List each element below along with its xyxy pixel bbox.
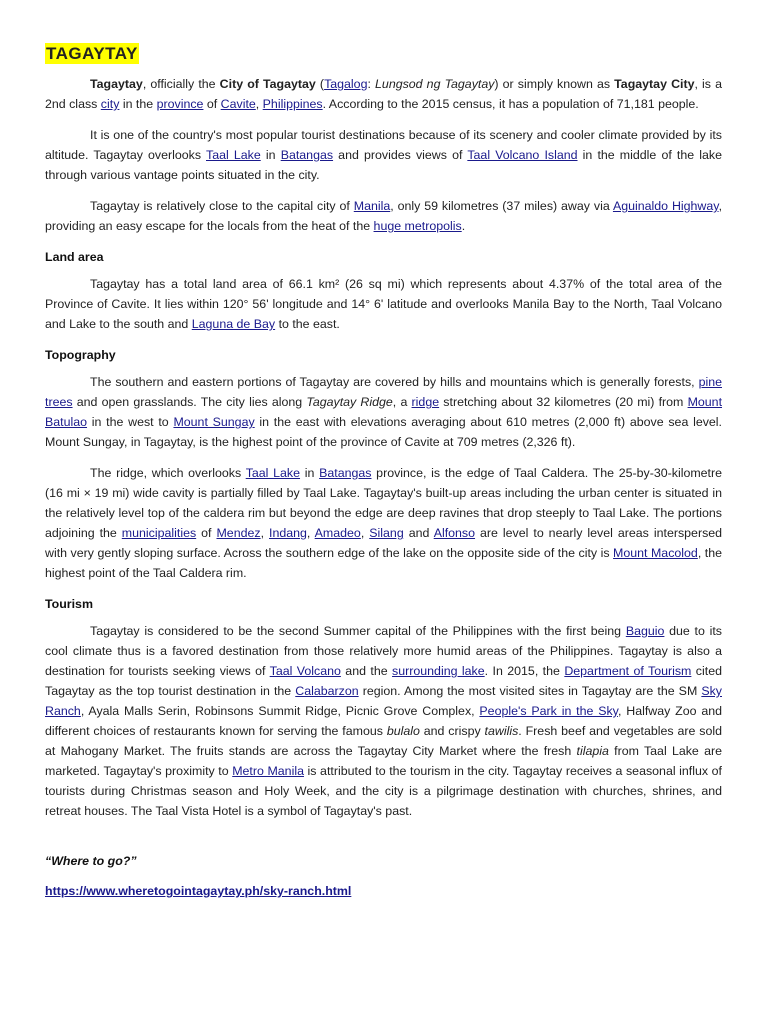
italic-text: tilapia [576,744,609,758]
text-run: in the east with elevations averaging about 610 metres (2,000 ft) above sea level. Mount Sungay, in Tagaytay, is the highest point of the province of Cavite at 709 metres (2,326 ft). [45,415,723,449]
text-run: in [300,466,320,480]
text-run: province, is the edge of Taal Caldera. The 25-by-30-kilometre (16 mi × 19 mi) wide cavity is partially filled by Taal Lake. Tagaytay's built-up areas including the urban center is situated in the relatively level top of the caldera rim but beyond the edge are deep ravines that drop steeply to Taal Lake. The portions adjoining the [45,466,723,540]
italic-text: bulalo [386,724,420,738]
link-huge-metropolis[interactable]: huge metropolis [373,219,462,233]
text-run: stretching about 32 kilometres (20 mi) from [439,395,688,409]
where-to-go-label: “Where to go?” [45,854,137,868]
bold-text: Tagaytay City [614,77,695,91]
link-alfonso[interactable]: Alfonso [433,526,476,540]
where-to-go-url-container [45,881,722,901]
link-pine-trees[interactable]: pine trees [45,375,722,409]
text-run: , [255,97,263,111]
link-people-s-park-in-the-sky[interactable]: People's Park in the Sky [479,704,618,718]
text-run: The southern and eastern portions of Tagaytay are covered by hills and mountains which is generally forests, [90,375,699,389]
text-run: , is a 2nd class [45,77,722,111]
text-run: , [360,526,370,540]
text-run: to the east. [275,317,340,331]
tourism-heading: Tourism [45,597,93,611]
text-run: Tagaytay is considered to be the second Summer capital of the Philippines with the first being [90,624,626,638]
link-sky-ranch[interactable]: Sky Ranch [45,684,722,718]
text-run: . According to the 2015 census, it has a population of 71,181 people. [322,97,699,111]
link-mendez[interactable]: Mendez [216,526,261,540]
link-ridge[interactable]: ridge [411,395,440,409]
text-run: : [367,77,376,91]
text-run: in [260,148,281,162]
link-taal-lake[interactable]: Taal Lake [245,466,301,480]
link-tagalog[interactable]: Tagalog [324,77,368,91]
text-run: in the west to [87,415,174,429]
tourism-paragraph [45,621,722,821]
text-run: , a [392,395,412,409]
link-laguna-de-bay[interactable]: Laguna de Bay [191,317,276,331]
intro-paragraph-3 [45,196,722,236]
link-aguinaldo-highway[interactable]: Aguinaldo Highway [612,199,719,213]
text-run: ) or simply known as [494,77,615,91]
link-metro-manila[interactable]: Metro Manila [232,764,304,778]
link-philippines[interactable]: Philippines [262,97,323,111]
link-indang[interactable]: Indang [269,526,307,540]
text-run: and crispy [419,724,485,738]
italic-text: Lungsod ng Tagaytay [375,77,495,91]
intro-paragraph-2 [45,125,722,185]
text-run: . In 2015, the [484,664,565,678]
text-run: in the middle of the lake through various vantage points situated in the city. [45,148,723,182]
text-run: It is one of the country's most popular tourist destinations because of its scenery and cooler climate provided by its altitude. Tagaytay overlooks [45,128,722,162]
link-cavite[interactable]: Cavite [220,97,256,111]
text-run: from Taal Lake are marketed. Tagaytay's proximity to [45,744,722,778]
intro-paragraph-1 [45,74,722,114]
link-amadeo[interactable]: Amadeo [314,526,361,540]
link-taal-volcano[interactable]: Taal Volcano [269,664,341,678]
link-province[interactable]: province [156,97,204,111]
page-title: TAGAYTAY [46,44,138,63]
text-run: of [196,526,217,540]
bold-text: Tagaytay [90,77,143,91]
text-run: , Ayala Malls Serin, Robinsons Summit Ridge, Picnic Grove Complex, [80,704,480,718]
text-run: . Fresh beef and vegetables are sold at Mahogany Market. The fruits stands are across the Tagaytay City Market where the fresh [45,724,723,758]
link-taal-volcano-island[interactable]: Taal Volcano Island [467,148,578,162]
text-run: . [461,219,466,233]
link-mount-batulao[interactable]: Mount Batulao [45,395,723,429]
link-manila[interactable]: Manila [353,199,391,213]
text-run: , officially the [142,77,220,91]
text-run: Tagaytay has a total land area of 66.1 km² (26 sq mi) which represents about 4.37% of the total area of the Province of Cavite. It lies within 120° 56' longitude and 14° 6' latitude and overlooks Manila Bay to the North, Taal Volcano and Lake to the south and [45,277,722,331]
text-run: , the highest point of the Taal Caldera rim. [45,546,722,580]
text-run: Tagaytay is relatively close to the capital city of [90,199,354,213]
link-surrounding-lake[interactable]: surrounding lake [392,664,485,678]
land-area-paragraph [45,274,722,334]
link-municipalities[interactable]: municipalities [121,526,197,540]
text-run: ( [315,77,325,91]
text-run: and the [340,664,393,678]
topography-paragraph-2 [45,463,722,583]
link-taal-lake[interactable]: Taal Lake [206,148,261,162]
text-run: is attributed to the tourism in the city. Tagaytay receives a seasonal influx of tourists during Christmas season and Holy Week, and the city is a pilgrimage destination with churches, shrines, and retreat houses. The Taal Vista Hotel is a symbol of Tagaytay's past. [45,764,722,818]
link-batangas[interactable]: Batangas [280,148,334,162]
where-to-go-link[interactable]: https://www.wheretogointagaytay.ph/sky-ranch.html [45,884,352,898]
text-run: in the [119,97,157,111]
text-run: and provides views of [333,148,468,162]
document-page [45,43,722,901]
text-run: , Halfway Zoo and different choices of restaurants known for serving the famous [45,704,722,738]
link-mount-macolod[interactable]: Mount Macolod [613,546,698,560]
italic-text: tawilis [484,724,519,738]
link-city[interactable]: city [100,97,120,111]
link-silang[interactable]: Silang [369,526,404,540]
link-mount-sungay[interactable]: Mount Sungay [173,415,255,429]
text-run: , only 59 kilometres (37 miles) away via [390,199,613,213]
link-calabarzon[interactable]: Calabarzon [295,684,359,698]
land-area-heading: Land area [45,250,104,264]
link-baguio[interactable]: Baguio [625,624,665,638]
text-run: , [306,526,315,540]
text-run: region. Among the most visited sites in Tagaytay are the SM [358,684,702,698]
text-run: , providing an easy escape for the locals from the heat of the [45,199,723,233]
text-run: The ridge, which overlooks [90,466,246,480]
topography-heading: Topography [45,348,116,362]
topography-paragraph-1 [45,372,722,452]
bold-text: City of Tagaytay [219,77,316,91]
italic-text: Tagaytay Ridge [306,395,393,409]
text-run: and [403,526,434,540]
text-run: are level to nearly level areas interspersed with very gently sloping surface. Across the southern edge of the lake on the opposite side of the city is [45,526,723,560]
text-run: of [203,97,221,111]
text-run: cited Tagaytay as the top tourist destination in the [45,664,722,698]
text-run: , [260,526,270,540]
link-batangas[interactable]: Batangas [319,466,372,480]
text-run: and open grasslands. The city lies along [72,395,307,409]
text-run: due to its cool climate thus is a favored destination from those relatively more humid areas of the Philippines. Tagaytay is also a destination for tourists seeking views of [45,624,722,678]
link-department-of-tourism[interactable]: Department of Tourism [564,664,692,678]
